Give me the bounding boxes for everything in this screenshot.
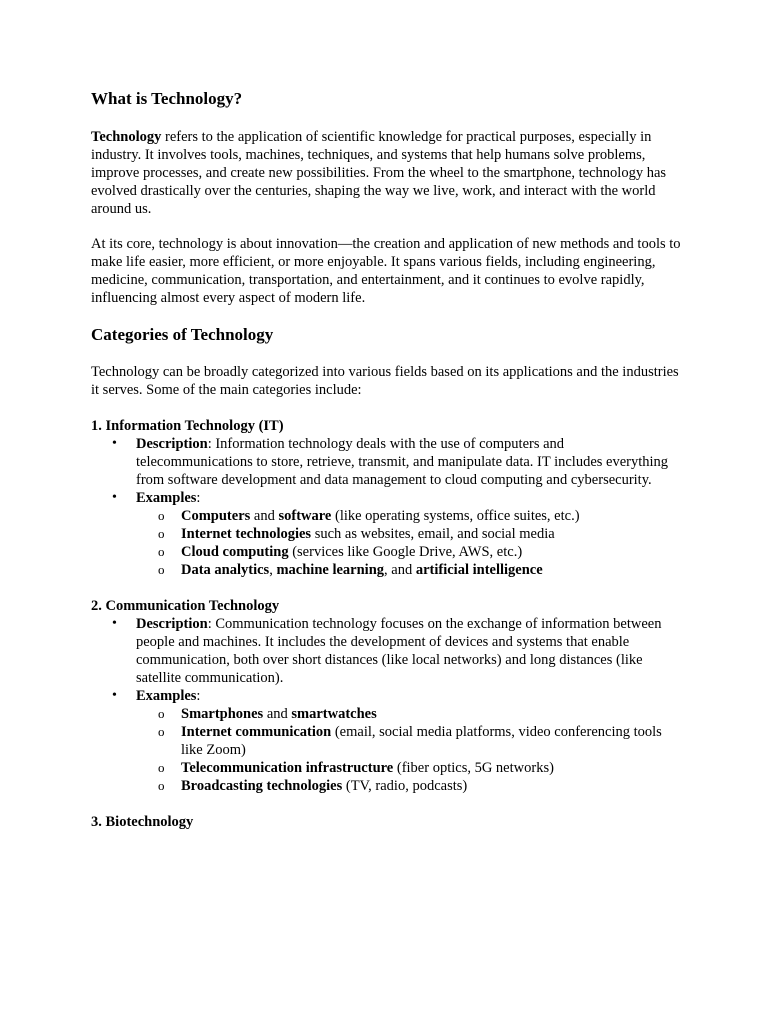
circle-bullet-icon: o — [158, 562, 165, 577]
it-examples-label: Examples — [136, 490, 197, 506]
comm-examples-label: Examples — [136, 688, 197, 704]
comm-bullet-list — [91, 615, 681, 795]
example-text: and — [250, 508, 279, 524]
circle-bullet-icon: o — [158, 508, 165, 523]
it-examples-list — [136, 507, 681, 579]
categories-heading: Categories of Technology — [91, 325, 274, 344]
example-term: smartwatches — [291, 706, 377, 722]
example-term: Cloud computing — [181, 544, 289, 560]
example-term: artificial intelligence — [415, 562, 543, 578]
circle-bullet-icon: o — [158, 724, 165, 739]
list-item — [136, 723, 681, 759]
list-item — [136, 705, 681, 723]
example-text: (services like Google Drive, AWS, etc.) — [288, 544, 523, 560]
section-heading-communication: 2. Communication Technology — [91, 598, 280, 614]
example-term: Computers — [181, 508, 251, 524]
bullet-icon: • — [112, 436, 117, 451]
section-heading-biotechnology: 3. Biotechnology — [91, 814, 194, 830]
example-text: (email, social media platforms, video conferencing tools like Zoom) — [181, 724, 662, 758]
comm-description-text: : Communication technology focuses on the exchange of information between people and machines. It includes the development of devices and systems that enable communication, both over short distances (like local networks) and long distances (like satellite communication). — [136, 616, 662, 686]
comm-examples-colon: : — [196, 688, 201, 704]
core-paragraph: At its core, technology is about innovation—the creation and application of new methods and tools to make life easier, more efficient, or more enjoyable. It spans various fields, including engineering, medicine, communication, transportation, and entertainment, and it continues to evolve rapidly, influencing almost every aspect of modern life. — [91, 236, 681, 306]
example-text: (fiber optics, 5G networks) — [393, 760, 554, 776]
circle-bullet-icon: o — [158, 706, 165, 721]
list-item — [136, 543, 681, 561]
intro-term: Technology — [91, 129, 162, 145]
example-term: Smartphones — [181, 706, 264, 722]
example-term: software — [278, 508, 332, 524]
comm-examples-list — [136, 705, 681, 795]
circle-bullet-icon: o — [158, 760, 165, 775]
list-item — [136, 777, 681, 795]
comm-examples-item — [91, 687, 681, 795]
it-description-text: : Information technology deals with the use of computers and telecommunications to store, retrieve, transmit, and manipulate data. IT includes everything from software development and data management to cloud computing and cybersecurity. — [136, 436, 669, 488]
comm-description-label: Description — [136, 616, 208, 632]
page-title: What is Technology? — [91, 89, 243, 108]
section-heading-it: 1. Information Technology (IT) — [91, 418, 284, 434]
document-body — [91, 88, 681, 831]
list-item — [136, 525, 681, 543]
example-term: Data analytics — [181, 562, 270, 578]
example-term: Internet communication — [181, 724, 332, 740]
categories-intro: Technology can be broadly categorized into various fields based on its applications and the industries it serves. Some of the main categories include: — [91, 364, 679, 398]
example-term: Broadcasting technologies — [181, 778, 343, 794]
it-description-label: Description — [136, 436, 208, 452]
example-text: , and — [384, 562, 416, 578]
example-text: (like operating systems, office suites, etc.) — [331, 508, 580, 524]
list-item — [136, 759, 681, 777]
it-description-item — [91, 435, 681, 489]
example-text: , — [269, 562, 277, 578]
circle-bullet-icon: o — [158, 544, 165, 559]
example-text: and — [263, 706, 292, 722]
it-examples-colon: : — [196, 490, 201, 506]
example-term: machine learning — [276, 562, 385, 578]
it-bullet-list — [91, 435, 681, 579]
bullet-icon: • — [112, 490, 117, 505]
example-term: Internet technologies — [181, 526, 312, 542]
intro-text: refers to the application of scientific knowledge for practical purposes, especially in industry. It involves tools, machines, techniques, and systems that help humans solve problems, improve processes, and create new possibilities. From the wheel to the smartphone, technology has evolved drastically over the centuries, shaping the way we live, work, and interact with the world around us. — [91, 129, 667, 217]
intro-paragraph — [91, 128, 681, 218]
bullet-icon: • — [112, 688, 117, 703]
list-item — [136, 561, 681, 579]
list-item — [136, 507, 681, 525]
example-text: such as websites, email, and social media — [311, 526, 555, 542]
it-examples-item — [91, 489, 681, 579]
example-term: Telecommunication infrastructure — [181, 760, 394, 776]
bullet-icon: • — [112, 616, 117, 631]
circle-bullet-icon: o — [158, 526, 165, 541]
example-text: (TV, radio, podcasts) — [342, 778, 468, 794]
circle-bullet-icon: o — [158, 778, 165, 793]
comm-description-item — [91, 615, 681, 687]
